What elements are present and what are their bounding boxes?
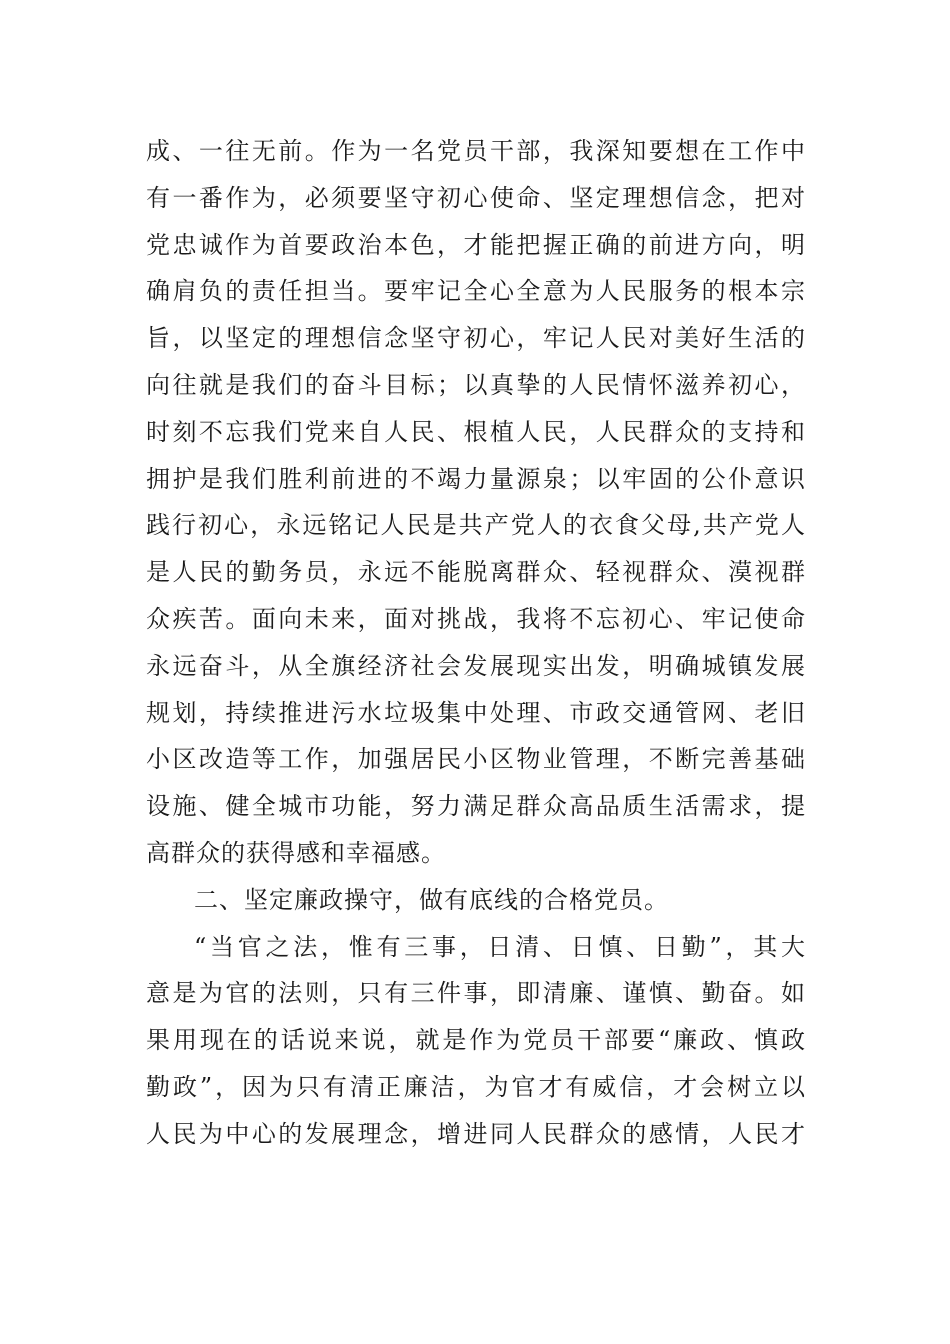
text-line: 人民为中心的发展理念，增进同人民群众的感情，人民才 (146, 1119, 806, 1148)
heading-line: 二、坚定廉政操守，做有底线的合格党员。 (194, 885, 669, 914)
text-line: 时刻不忘我们党来自人民、根植人民，人民群众的支持和 (146, 417, 806, 446)
text-line: 践行初心，永远铭记人民是共产党人的衣食父母,共产党人 (146, 511, 806, 540)
section-heading (146, 877, 806, 924)
text-line: 永远奋斗，从全旗经济社会发展现实出发，明确城镇发展 (146, 651, 806, 680)
text-line: 向往就是我们的奋斗目标；以真挚的人民情怀滋养初心， (146, 370, 806, 399)
document-body (146, 128, 806, 1158)
text-line: 高群众的获得感和幸福感。 (146, 838, 446, 867)
text-line: 果用现在的话说来说，就是作为党员干部要“廉政、慎政 (146, 1026, 806, 1055)
text-line: 众疾苦。面向未来，面对挑战，我将不忘初心、牢记使命 (146, 604, 806, 633)
text-line: 有一番作为，必须要坚守初心使命、坚定理想信念，把对 (146, 183, 806, 212)
paragraph-1 (146, 128, 806, 877)
text-line: “当官之法，惟有三事，日清、日慎、日勤”，其大 (194, 932, 806, 961)
text-line: 是人民的勤务员，永远不能脱离群众、轻视群众、漠视群 (146, 558, 806, 587)
text-line: 设施、健全城市功能，努力满足群众高品质生活需求，提 (146, 792, 806, 821)
text-line: 确肩负的责任担当。要牢记全心全意为人民服务的根本宗 (146, 277, 806, 306)
text-line: 党忠诚作为首要政治本色，才能把握正确的前进方向，明 (146, 230, 806, 259)
text-line: 拥护是我们胜利前进的不竭力量源泉；以牢固的公仆意识 (146, 464, 806, 493)
text-line: 成、一往无前。作为一名党员干部，我深知要想在工作中 (146, 137, 806, 165)
text-line: 小区改造等工作，加强居民小区物业管理，不断完善基础 (146, 745, 806, 774)
text-line: 勤政”，因为只有清正廉洁，为官才有威信，才会树立以 (146, 1072, 806, 1101)
text-line: 规划，持续推进污水垃圾集中处理、市政交通管网、老旧 (146, 698, 806, 727)
text-line: 旨，以坚定的理想信念坚守初心，牢记人民对美好生活的 (146, 324, 806, 353)
paragraph-3 (146, 924, 806, 1158)
text-line: 意是为官的法则，只有三件事，即清廉、谨慎、勤奋。如 (146, 979, 806, 1008)
